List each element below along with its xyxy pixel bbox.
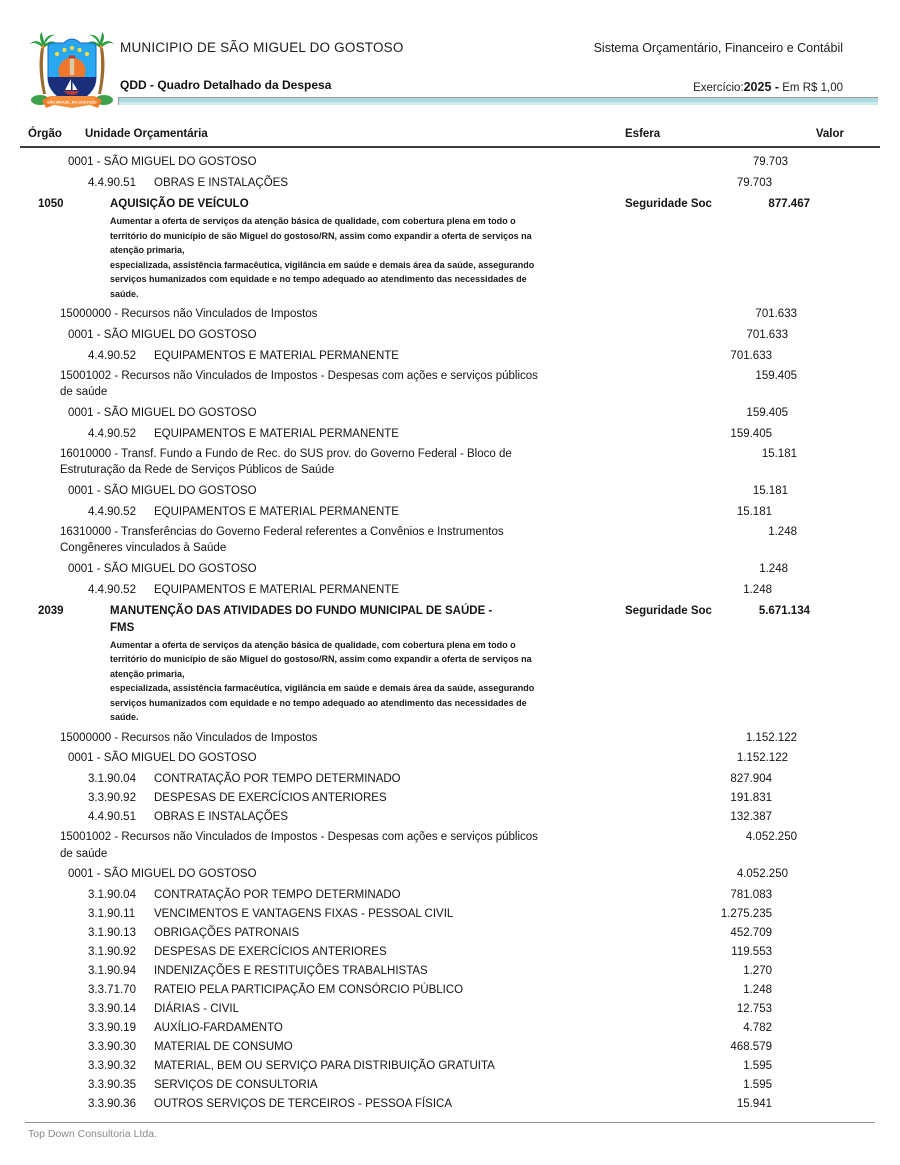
expense-element-code: 3.3.90.36 — [88, 1098, 136, 1110]
budget-unit-text: 0001 - SÃO MIGUEL DO GOSTOSO — [68, 156, 257, 168]
budget-unit-text: 0001 - SÃO MIGUEL DO GOSTOSO — [68, 868, 257, 880]
table-row-desc — [0, 637, 575, 726]
action-description-line: território do município de são Miguel do gostoso/RN, assim como expandir a oferta de serviços na — [110, 230, 532, 241]
row-value: 15.941 — [736, 1098, 772, 1110]
row-value: 159.405 — [746, 406, 788, 419]
action-description-line: serviços humanizados com equidade e no tempo adequado ao atendimento das necessidades de — [110, 274, 527, 284]
table-row-elemento — [0, 1074, 900, 1093]
expense-element-text: INDENIZAÇÕES E RESTITUIÇÕES TRABALHISTAS — [154, 965, 428, 977]
action-description-line: atenção primaria, — [110, 245, 185, 255]
expense-element-code: 3.1.90.94 — [88, 965, 136, 977]
row-value: 701.633 — [755, 308, 797, 320]
expense-element-text: OUTROS SERVIÇOS DE TERCEIROS - PESSOA FÍSICA — [154, 1098, 453, 1110]
action-description-line: saúde. — [110, 712, 139, 722]
municipality-name: MUNICIPIO DE SÃO MIGUEL DO GOSTOSO — [120, 40, 404, 55]
expense-element-code: 3.1.90.13 — [88, 927, 136, 939]
banner-ribbon-icon — [42, 96, 102, 108]
expense-element-code: 4.4.90.51 — [88, 177, 136, 189]
funding-source-line: de saúde — [60, 847, 108, 860]
logo-banner-text: SÃO MIGUEL DO GOSTOSO — [47, 100, 97, 105]
footer-company: Top Down Consultoria Ltda. — [28, 1128, 157, 1140]
row-value: 452.709 — [730, 927, 772, 939]
report-title: QDD - Quadro Detalhado da Despesa — [120, 78, 332, 92]
funding-source-line: 16310000 - Transferências do Governo Federal referentes a Convênios e Instrumentos — [60, 525, 504, 538]
table-row-elemento — [0, 172, 900, 191]
funding-source-text — [60, 524, 635, 557]
row-value: 119.553 — [731, 946, 772, 958]
row-value: 5.671.134 — [758, 604, 810, 617]
expense-element-code: 4.4.90.52 — [88, 349, 136, 362]
funding-source-line: Congêneres vinculados à Saúde — [60, 542, 227, 554]
row-value: 1.152.122 — [745, 731, 797, 744]
table-row-elemento — [0, 1055, 900, 1074]
row-value: 191.831 — [730, 792, 772, 804]
row-value: 15.181 — [736, 505, 772, 518]
row-value: 1.275.235 — [720, 908, 772, 920]
table-row-unidade — [0, 401, 900, 423]
action-description-line: atenção primaria, — [110, 668, 185, 679]
row-value: 1.248 — [759, 562, 788, 575]
funding-source-line: 15001002 - Recursos não Vinculados de Impostos - Despesas com ações e serviços públicos — [60, 369, 538, 382]
expense-element-code: 3.1.90.92 — [88, 946, 136, 958]
expense-element-text: OBRAS E INSTALAÇÕES — [154, 811, 288, 823]
table-row-elemento — [0, 922, 900, 941]
action-description-line: Aumentar a oferta de serviços da atenção básica de qualidade, com cobertura plena em todo o — [110, 216, 516, 226]
budget-unit-text: 0001 - SÃO MIGUEL DO GOSTOSO — [68, 562, 257, 575]
funding-source-text — [60, 730, 635, 747]
expense-element-code: 3.1.90.04 — [88, 889, 136, 901]
table-row-elemento — [0, 1017, 900, 1036]
funding-source-text — [60, 829, 635, 862]
shield-icon — [48, 39, 96, 105]
row-value: 4.052.250 — [745, 831, 797, 843]
funding-source-line: Estruturação da Rede de Serviços Públicos de Saúde — [60, 464, 335, 476]
table-body — [0, 150, 900, 1112]
esfera-value: Seguridade Soc — [625, 198, 712, 210]
table-row-elemento — [0, 903, 900, 922]
row-value: 1.595 — [743, 1060, 772, 1072]
budget-unit-text: 0001 - SÃO MIGUEL DO GOSTOSO — [68, 484, 257, 497]
expense-element-code: 4.4.90.52 — [88, 427, 136, 440]
row-value: 827.904 — [730, 773, 772, 785]
funding-source-line: 16010000 - Transf. Fundo a Fundo de Rec. do SUS prov. do Governo Federal - Bloco de — [60, 447, 512, 460]
row-value: 79.703 — [736, 177, 772, 189]
expense-element-text: EQUIPAMENTOS E MATERIAL PERMANENTE — [154, 505, 399, 518]
table-row-fonte — [0, 364, 900, 401]
table-row-unidade — [0, 479, 900, 501]
table-row-fonte — [0, 520, 900, 557]
action-title — [110, 196, 580, 213]
table-row-elemento — [0, 423, 900, 442]
footer-rule — [25, 1122, 875, 1123]
table-row-unidade — [0, 862, 900, 884]
row-value: 1.270 — [743, 965, 772, 977]
table-row-elemento — [0, 768, 900, 787]
expense-element-text: MATERIAL, BEM OU SERVIÇO PARA DISTRIBUIÇÃO GRATUITA — [154, 1060, 495, 1072]
column-header-esfera: Esfera — [625, 128, 661, 140]
row-value: 1.248 — [743, 583, 772, 596]
table-row-fonte — [0, 442, 900, 479]
exercise-year: 2025 - — [743, 80, 780, 94]
row-value: 159.405 — [730, 427, 772, 440]
expense-element-text: CONTRATAÇÃO POR TEMPO DETERMINADO — [154, 889, 401, 901]
expense-element-text: CONTRATAÇÃO POR TEMPO DETERMINADO — [154, 773, 401, 785]
row-value: 701.633 — [746, 328, 788, 341]
row-value: 159.405 — [755, 369, 797, 382]
expense-element-code: 4.4.90.52 — [88, 505, 136, 518]
row-value: 781.083 — [730, 889, 772, 901]
expense-element-text: EQUIPAMENTOS E MATERIAL PERMANENTE — [154, 427, 399, 440]
action-description-line: saúde. — [110, 288, 139, 299]
expense-element-code: 3.3.71.70 — [88, 984, 136, 996]
row-value: 1.248 — [743, 984, 772, 996]
action-description-line: especializada, assistência farmacêutica, vigilância em saúde e demais área da saúde, assegurando — [110, 683, 535, 693]
column-header-unidade: Unidade Orçamentária — [85, 128, 208, 140]
expense-element-text: EQUIPAMENTOS E MATERIAL PERMANENTE — [154, 349, 399, 362]
table-row-elemento — [0, 501, 900, 520]
action-title — [110, 603, 580, 637]
table-row-elemento — [0, 998, 900, 1017]
table-row-elemento — [0, 941, 900, 960]
funding-source-line: 15000000 - Recursos não Vinculados de Impostos — [60, 308, 318, 320]
funding-source-text — [60, 368, 635, 401]
table-row-desc — [0, 213, 575, 302]
system-name: Sistema Orçamentário, Financeiro e Contábil — [593, 41, 843, 55]
table-header-rule — [20, 146, 880, 148]
action-description-line: serviços humanizados com equidade e no tempo adequado ao atendimento das necessidades de — [110, 697, 527, 708]
table-row-elemento — [0, 1093, 900, 1112]
expense-element-text: OBRAS E INSTALAÇÕES — [154, 177, 288, 189]
expense-element-code: 3.3.90.92 — [88, 792, 136, 804]
table-row-unidade — [0, 150, 900, 172]
expense-element-text: AUXÍLIO-FARDAMENTO — [154, 1022, 283, 1034]
expense-element-code: 3.3.90.32 — [88, 1060, 136, 1072]
table-row-elemento — [0, 579, 900, 598]
expense-element-text: MATERIAL DE CONSUMO — [154, 1041, 293, 1053]
row-value: 12.753 — [736, 1003, 772, 1015]
column-header-orgao: Órgão — [28, 128, 62, 140]
table-row-elemento — [0, 960, 900, 979]
table-row-unidade — [0, 746, 900, 768]
column-header-valor: Valor — [815, 128, 844, 140]
table-row-elemento — [0, 979, 900, 998]
row-value: 468.579 — [730, 1041, 772, 1053]
expense-element-code: 3.3.90.30 — [88, 1041, 136, 1053]
expense-element-code: 4.4.90.51 — [88, 811, 136, 823]
funding-source-line: 15000000 - Recursos não Vinculados de Impostos — [60, 731, 318, 744]
expense-element-text: DESPESAS DE EXERCÍCIOS ANTERIORES — [154, 946, 387, 958]
action-description-line: Aumentar a oferta de serviços da atenção básica de qualidade, com cobertura plena em todo o — [110, 639, 516, 650]
table-row-fonte — [0, 302, 900, 323]
expense-element-code: 3.1.90.04 — [88, 773, 136, 785]
action-code: 1050 — [38, 198, 64, 210]
currency-note: Em R$ 1,00 — [782, 82, 843, 94]
expense-element-text: RATEIO PELA PARTICIPAÇÃO EM CONSÓRCIO PÚBLICO — [154, 984, 464, 996]
row-value: 79.703 — [752, 156, 788, 168]
funding-source-line: 15001002 - Recursos não Vinculados de Impostos - Despesas com ações e serviços públicos — [60, 831, 538, 843]
municipality-logo — [28, 28, 116, 122]
action-code: 2039 — [38, 604, 64, 617]
row-value: 1.152.122 — [736, 752, 788, 764]
table-row-unidade — [0, 557, 900, 579]
table-row-fonte — [0, 726, 900, 747]
table-row-elemento — [0, 345, 900, 364]
action-title-line: MANUTENÇÃO DAS ATIVIDADES DO FUNDO MUNICIPAL DE SAÚDE - — [110, 604, 493, 617]
exercise-label: Exercício: — [693, 82, 744, 94]
table-row-elemento — [0, 1036, 900, 1055]
esfera-value: Seguridade Soc — [625, 604, 712, 617]
row-value: 15.181 — [761, 447, 797, 460]
row-value: 701.633 — [730, 349, 772, 362]
expense-element-text: EQUIPAMENTOS E MATERIAL PERMANENTE — [154, 583, 399, 596]
expense-element-text: SERVIÇOS DE CONSULTORIA — [154, 1079, 318, 1091]
row-value: 4.782 — [743, 1022, 772, 1034]
action-description-line: especializada, assistência farmacêutica, vigilância em saúde e demais área da saúde, assegurando — [110, 259, 535, 270]
row-value: 4.052.250 — [736, 868, 788, 880]
expense-element-text: OBRIGAÇÕES PATRONAIS — [154, 927, 300, 939]
expense-element-text: DIÁRIAS - CIVIL — [154, 1003, 239, 1015]
expense-element-code: 3.1.90.11 — [88, 908, 136, 920]
table-column-headers — [0, 128, 900, 146]
table-row-unidade — [0, 323, 900, 345]
table-row-fonte — [0, 825, 900, 862]
funding-source-text — [60, 446, 635, 479]
table-row-acao — [0, 598, 900, 637]
row-value: 15.181 — [752, 484, 788, 497]
row-value: 1.248 — [768, 525, 797, 538]
action-description-line: território do município de são Miguel do gostoso/RN, assim como expandir a oferta de serviços na — [110, 654, 532, 664]
table-row-elemento — [0, 884, 900, 903]
row-value: 1.595 — [743, 1079, 772, 1091]
row-value: 132.387 — [730, 811, 772, 823]
funding-source-line: de saúde — [60, 386, 108, 398]
expense-element-code: 4.4.90.52 — [88, 583, 136, 596]
expense-element-text: VENCIMENTOS E VANTAGENS FIXAS - PESSOAL CIVIL — [154, 908, 454, 920]
budget-unit-text: 0001 - SÃO MIGUEL DO GOSTOSO — [68, 752, 257, 764]
table-row-elemento — [0, 787, 900, 806]
header-accent-bar — [118, 97, 878, 105]
budget-unit-text: 0001 - SÃO MIGUEL DO GOSTOSO — [68, 406, 257, 419]
funding-source-text — [60, 306, 635, 323]
expense-element-code: 3.3.90.35 — [88, 1079, 136, 1091]
table-row-elemento — [0, 806, 900, 825]
action-title-line: FMS — [110, 621, 135, 634]
expense-element-text: DESPESAS DE EXERCÍCIOS ANTERIORES — [154, 792, 387, 804]
expense-element-code: 3.3.90.19 — [88, 1022, 136, 1034]
budget-unit-text: 0001 - SÃO MIGUEL DO GOSTOSO — [68, 328, 257, 341]
expense-element-code: 3.3.90.14 — [88, 1003, 136, 1015]
row-value: 877.467 — [768, 198, 810, 210]
exercise-line — [693, 80, 843, 94]
table-row-acao — [0, 191, 900, 213]
action-title-line: AQUISIÇÃO DE VEÍCULO — [110, 198, 249, 210]
